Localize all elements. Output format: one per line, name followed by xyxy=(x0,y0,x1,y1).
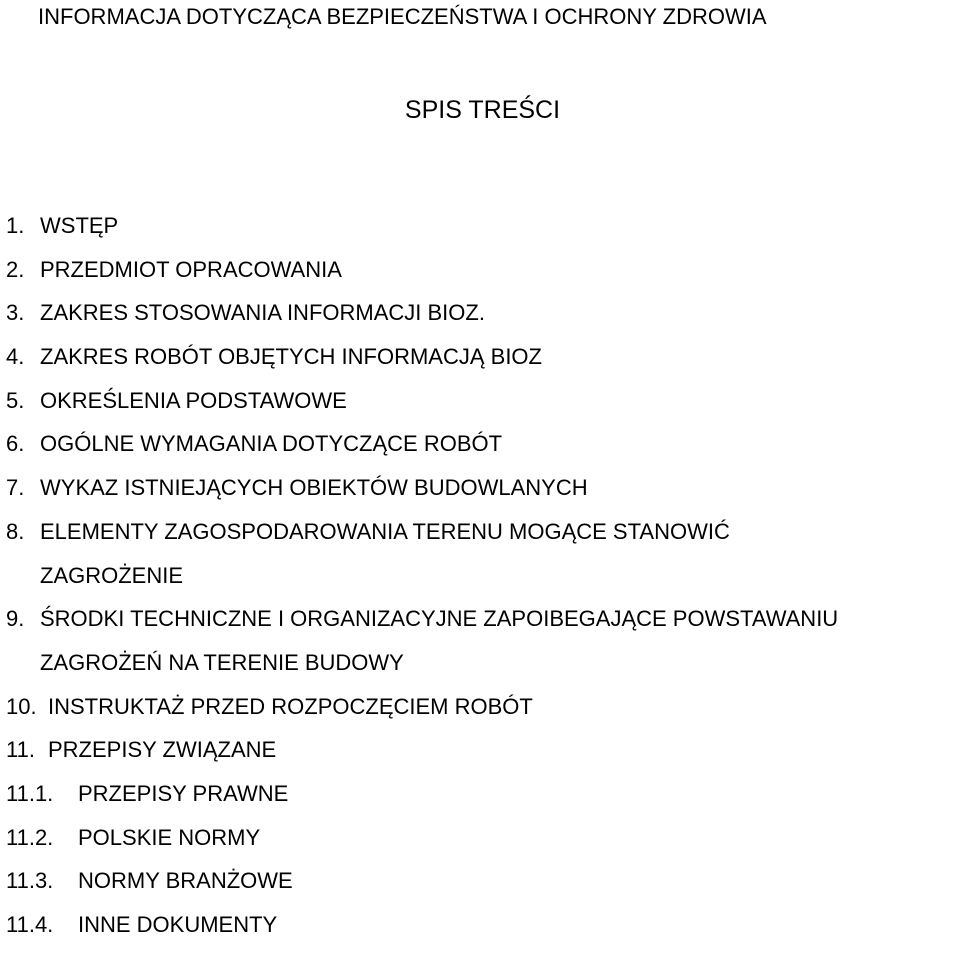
toc-item-11-1 xyxy=(6,780,960,824)
toc-item-9 xyxy=(6,605,960,649)
toc-item-number: 11.2. xyxy=(6,824,54,850)
toc-item-text: ZAKRES ROBÓT OBJĘTYCH INFORMACJĄ BIOZ xyxy=(40,344,542,370)
toc-item-number: 9. xyxy=(6,606,25,632)
toc-item-text: PRZEPISY PRAWNE xyxy=(78,780,289,806)
toc-item-number: 11.1. xyxy=(6,780,54,806)
toc-item-11 xyxy=(6,736,960,780)
toc-item-text-continuation: ZAGROŻEŃ NA TERENIE BUDOWY xyxy=(40,649,404,675)
toc-item-text: ZAKRES STOSOWANIA INFORMACJI BIOZ. xyxy=(40,300,485,326)
toc-item-number: 11.3. xyxy=(6,868,54,894)
toc-item-number: 3. xyxy=(6,300,25,326)
toc-item-number: 10. xyxy=(6,693,37,719)
toc-item-number: 2. xyxy=(6,256,25,282)
document-title: INFORMACJA DOTYCZĄCA BEZPIECZEŃSTWA I OCHRONY ZDROWIA xyxy=(38,4,767,29)
table-of-contents xyxy=(6,212,960,955)
toc-item-10 xyxy=(6,693,960,737)
toc-item-11-4 xyxy=(6,911,960,955)
toc-item-text: PRZEDMIOT OPRACOWANIA xyxy=(40,256,342,282)
toc-item-number: 8. xyxy=(6,518,25,544)
toc-item-8 xyxy=(6,518,960,562)
toc-item-text: ŚRODKI TECHNICZNE I ORGANIZACYJNE ZAPOIBEGAJĄCE POWSTAWANIU xyxy=(40,606,839,632)
toc-item-3 xyxy=(6,299,960,343)
toc-heading: SPIS TREŚCI xyxy=(404,96,561,124)
toc-item-2 xyxy=(6,256,960,300)
toc-item-number: 4. xyxy=(6,344,25,370)
toc-item-number: 11.4. xyxy=(6,912,54,937)
toc-item-number: 6. xyxy=(6,431,25,457)
toc-item-number: 7. xyxy=(6,475,25,501)
toc-item-text: INNE DOKUMENTY xyxy=(78,912,278,937)
toc-item-9-continuation xyxy=(6,649,960,693)
toc-item-text: ELEMENTY ZAGOSPODAROWANIA TERENU MOGĄCE STANOWIĆ xyxy=(40,518,730,544)
toc-item-11-3 xyxy=(6,867,960,911)
toc-item-text: OGÓLNE WYMAGANIA DOTYCZĄCE ROBÓT xyxy=(40,431,503,457)
toc-item-1 xyxy=(6,212,960,256)
toc-item-number: 1. xyxy=(6,213,25,238)
toc-item-7 xyxy=(6,474,960,518)
toc-item-8-continuation xyxy=(6,562,960,606)
toc-item-text-continuation: ZAGROŻENIE xyxy=(40,562,184,588)
toc-item-text: POLSKIE NORMY xyxy=(78,824,261,850)
toc-item-text: INSTRUKTAŻ PRZED ROZPOCZĘCIEM ROBÓT xyxy=(48,693,533,719)
toc-item-5 xyxy=(6,387,960,431)
toc-item-number: 11. xyxy=(6,737,35,763)
toc-item-text: NORMY BRANŻOWE xyxy=(78,868,293,894)
toc-item-text: PRZEPISY ZWIĄZANE xyxy=(48,737,277,763)
toc-item-number: 5. xyxy=(6,387,25,413)
toc-item-text: OKREŚLENIA PODSTAWOWE xyxy=(40,387,347,413)
toc-item-4 xyxy=(6,343,960,387)
toc-item-text: WSTĘP xyxy=(40,213,119,238)
toc-item-6 xyxy=(6,430,960,474)
toc-item-11-2 xyxy=(6,824,960,868)
toc-item-text: WYKAZ ISTNIEJĄCYCH OBIEKTÓW BUDOWLANYCH xyxy=(40,475,588,501)
